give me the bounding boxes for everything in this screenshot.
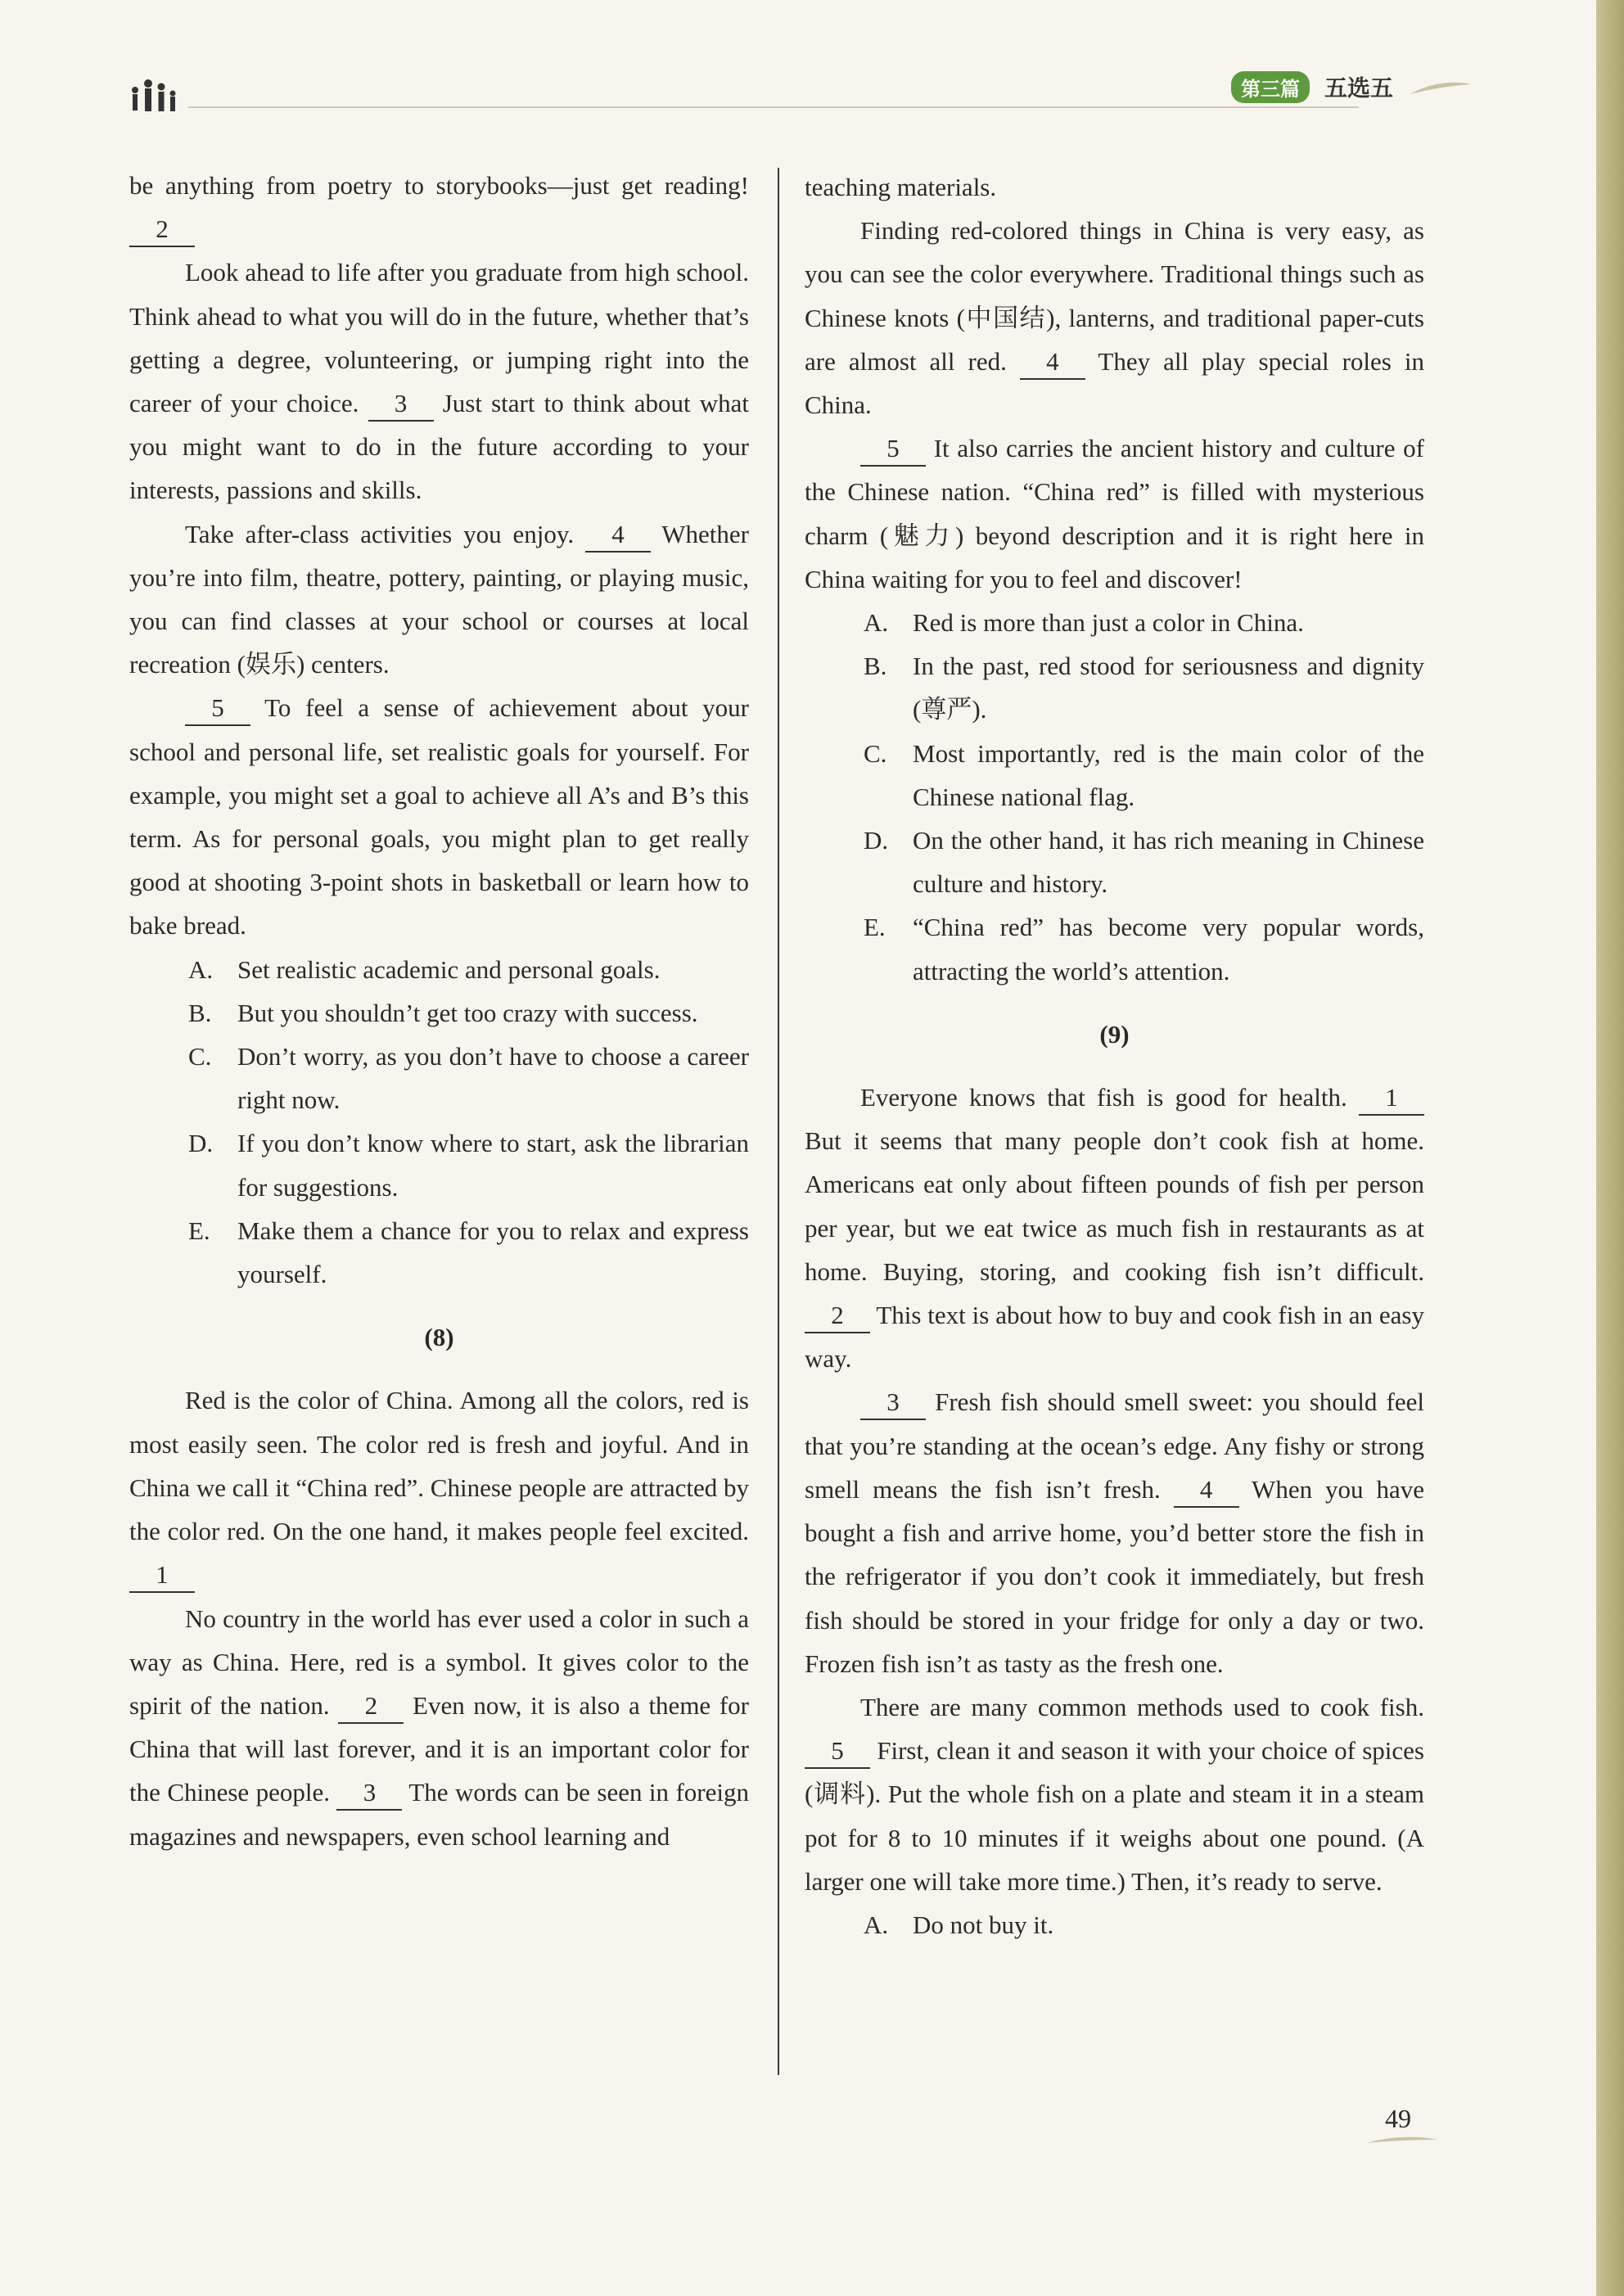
answer-blank[interactable]: 1 [129, 1558, 195, 1593]
paragraph: 3 Fresh fish should smell sweet: you should feel that you’re standing at the ocean’s edge. Any fishy or strong smell means the fish isn’t fresh. 4 When you have bought a fish and arrive home, you’d better store the fish in the refrigerator if you don’t cook it immediately, but fresh fish should be stored in your fridge for only a day or two. Frozen fish isn’t as tasty as the fresh one. [805, 1387, 1424, 1678]
paragraph: Look ahead to life after you graduate from high school. Think ahead to what you will do in the future, whether that’s getting a degree, volunteering, or jumping right into the career of your choice. 3 Just start to think about what you might want to do in the future according to your interests, passions and skills. [129, 258, 749, 505]
option-e: E. “China red” has become very popular words, attracting the world’s attention. [864, 913, 1424, 986]
page-number: 49 [1385, 2104, 1411, 2133]
paragraph: teaching materials. [805, 173, 997, 201]
option-d: D. On the other hand, it has rich meaning in Chinese culture and history. [864, 826, 1424, 899]
paragraph: Finding red-colored things in China is very easy, as you can see the color everywhere. Traditional things such as Chinese knots (中国结), lanterns, and traditional paper-cuts are almost all red. 4 They all play special roles in China. [805, 216, 1424, 420]
option-b: B. In the past, red stood for seriousness and dignity (尊严). [864, 652, 1424, 724]
header-rule [188, 106, 1359, 108]
family-figures-icon [127, 79, 184, 115]
section-title-9: (9) [1099, 1019, 1130, 1049]
paragraph: be anything from poetry to storybooks—just get reading! 2 [129, 164, 749, 250]
answer-blank[interactable]: 4 [585, 518, 651, 553]
paragraph: 5 It also carries the ancient history and culture of the Chinese nation. “China red” is filled with mysterious charm (魅力) beyond description and it is right here in China waiting for you to feel and discover! [805, 434, 1424, 593]
answer-blank[interactable]: 2 [805, 1299, 870, 1333]
paragraph: Red is the color of China. Among all the colors, red is most easily seen. The color red is fresh and joyful. And in China we call it “China red”. Chinese people are attracted by the color red. On the one hand, it makes people feel excited. 1 [129, 1378, 749, 1596]
answer-blank[interactable]: 5 [860, 432, 926, 467]
page-edge [1596, 0, 1624, 2296]
option-a: A. Red is more than just a color in China. [864, 608, 1304, 638]
option-c: C. Don’t worry, as you don’t have to choose a career right now. [188, 1042, 749, 1115]
answer-blank[interactable]: 5 [185, 692, 250, 726]
paragraph: Everyone knows that fish is good for health. 1 But it seems that many people don’t cook fish at home. Americans eat only about fifteen pounds of fish per person per year, but we eat twice as much fish in restaurants as at home. Buying, storing, and cooking fish isn’t difficult. 2 This text is about how to buy and cook fish in an easy way. [805, 1083, 1424, 1374]
header-section-label [1231, 69, 1473, 105]
leaf-swoosh-icon [1408, 74, 1473, 99]
page-number-swoosh-icon [1365, 2133, 1439, 2148]
answer-blank[interactable]: 5 [805, 1734, 870, 1769]
answer-blank[interactable]: 4 [1020, 345, 1085, 380]
section-name: 五选五 [1324, 74, 1393, 101]
paragraph: No country in the world has ever used a color in such a way as China. Here, red is a symbol. It gives color to the spirit of the nation. 2 Even now, it is also a theme for China that will last forever, and it is an important color for the Chinese people. 3 The words can be seen in foreign magazines and newspapers, even school learning and [129, 1604, 750, 1851]
option-c: C. Most importantly, red is the main color of the Chinese national flag. [864, 738, 1424, 811]
answer-blank[interactable]: 2 [129, 213, 195, 247]
answer-blank[interactable]: 2 [338, 1689, 404, 1724]
option-e: E. Make them a chance for you to relax and express yourself. [188, 1216, 749, 1289]
option-d: D. If you don’t know where to start, ask the librarian for suggestions. [188, 1129, 749, 1202]
left-column [129, 164, 749, 1858]
option-b: B. But you shouldn’t get too crazy with success. [188, 998, 698, 1027]
part-badge: 第三篇 [1231, 71, 1310, 103]
option-a: A. Set realistic academic and personal goals. [188, 954, 661, 984]
section-title-8: (8) [424, 1323, 454, 1352]
option-a: A. Do not buy it. [864, 1910, 1054, 1939]
right-column [805, 165, 1424, 1946]
paragraph: Take after-class activities you enjoy. 4 Whether you’re into film, theatre, pottery, painting, or playing music, you can find classes at your school or courses at local recreation (娱乐) centers. [129, 519, 750, 679]
answer-blank[interactable]: 3 [368, 387, 434, 422]
paragraph: There are many common methods used to cook fish. 5 First, clean it and season it with your choice of spices (调料). Put the whole fish on a plate and steam it in a steam pot for 8 to 10 minutes if it weighs about one pound. (A larger one will take more time.) Then, it’s ready to serve. [805, 1692, 1424, 1896]
answer-blank[interactable]: 1 [1359, 1081, 1424, 1116]
answer-blank[interactable]: 3 [860, 1386, 926, 1420]
answer-blank[interactable]: 4 [1174, 1473, 1239, 1508]
column-divider [778, 168, 779, 2075]
answer-blank[interactable]: 3 [336, 1776, 402, 1811]
paragraph: 5 To feel a sense of achievement about your school and personal life, set realistic goals for yourself. For example, you might set a goal to achieve all A’s and B’s this term. As for personal goals, you might plan to get really good at shooting 3-point shots in basketball or learn how to bake bread. [129, 693, 749, 941]
